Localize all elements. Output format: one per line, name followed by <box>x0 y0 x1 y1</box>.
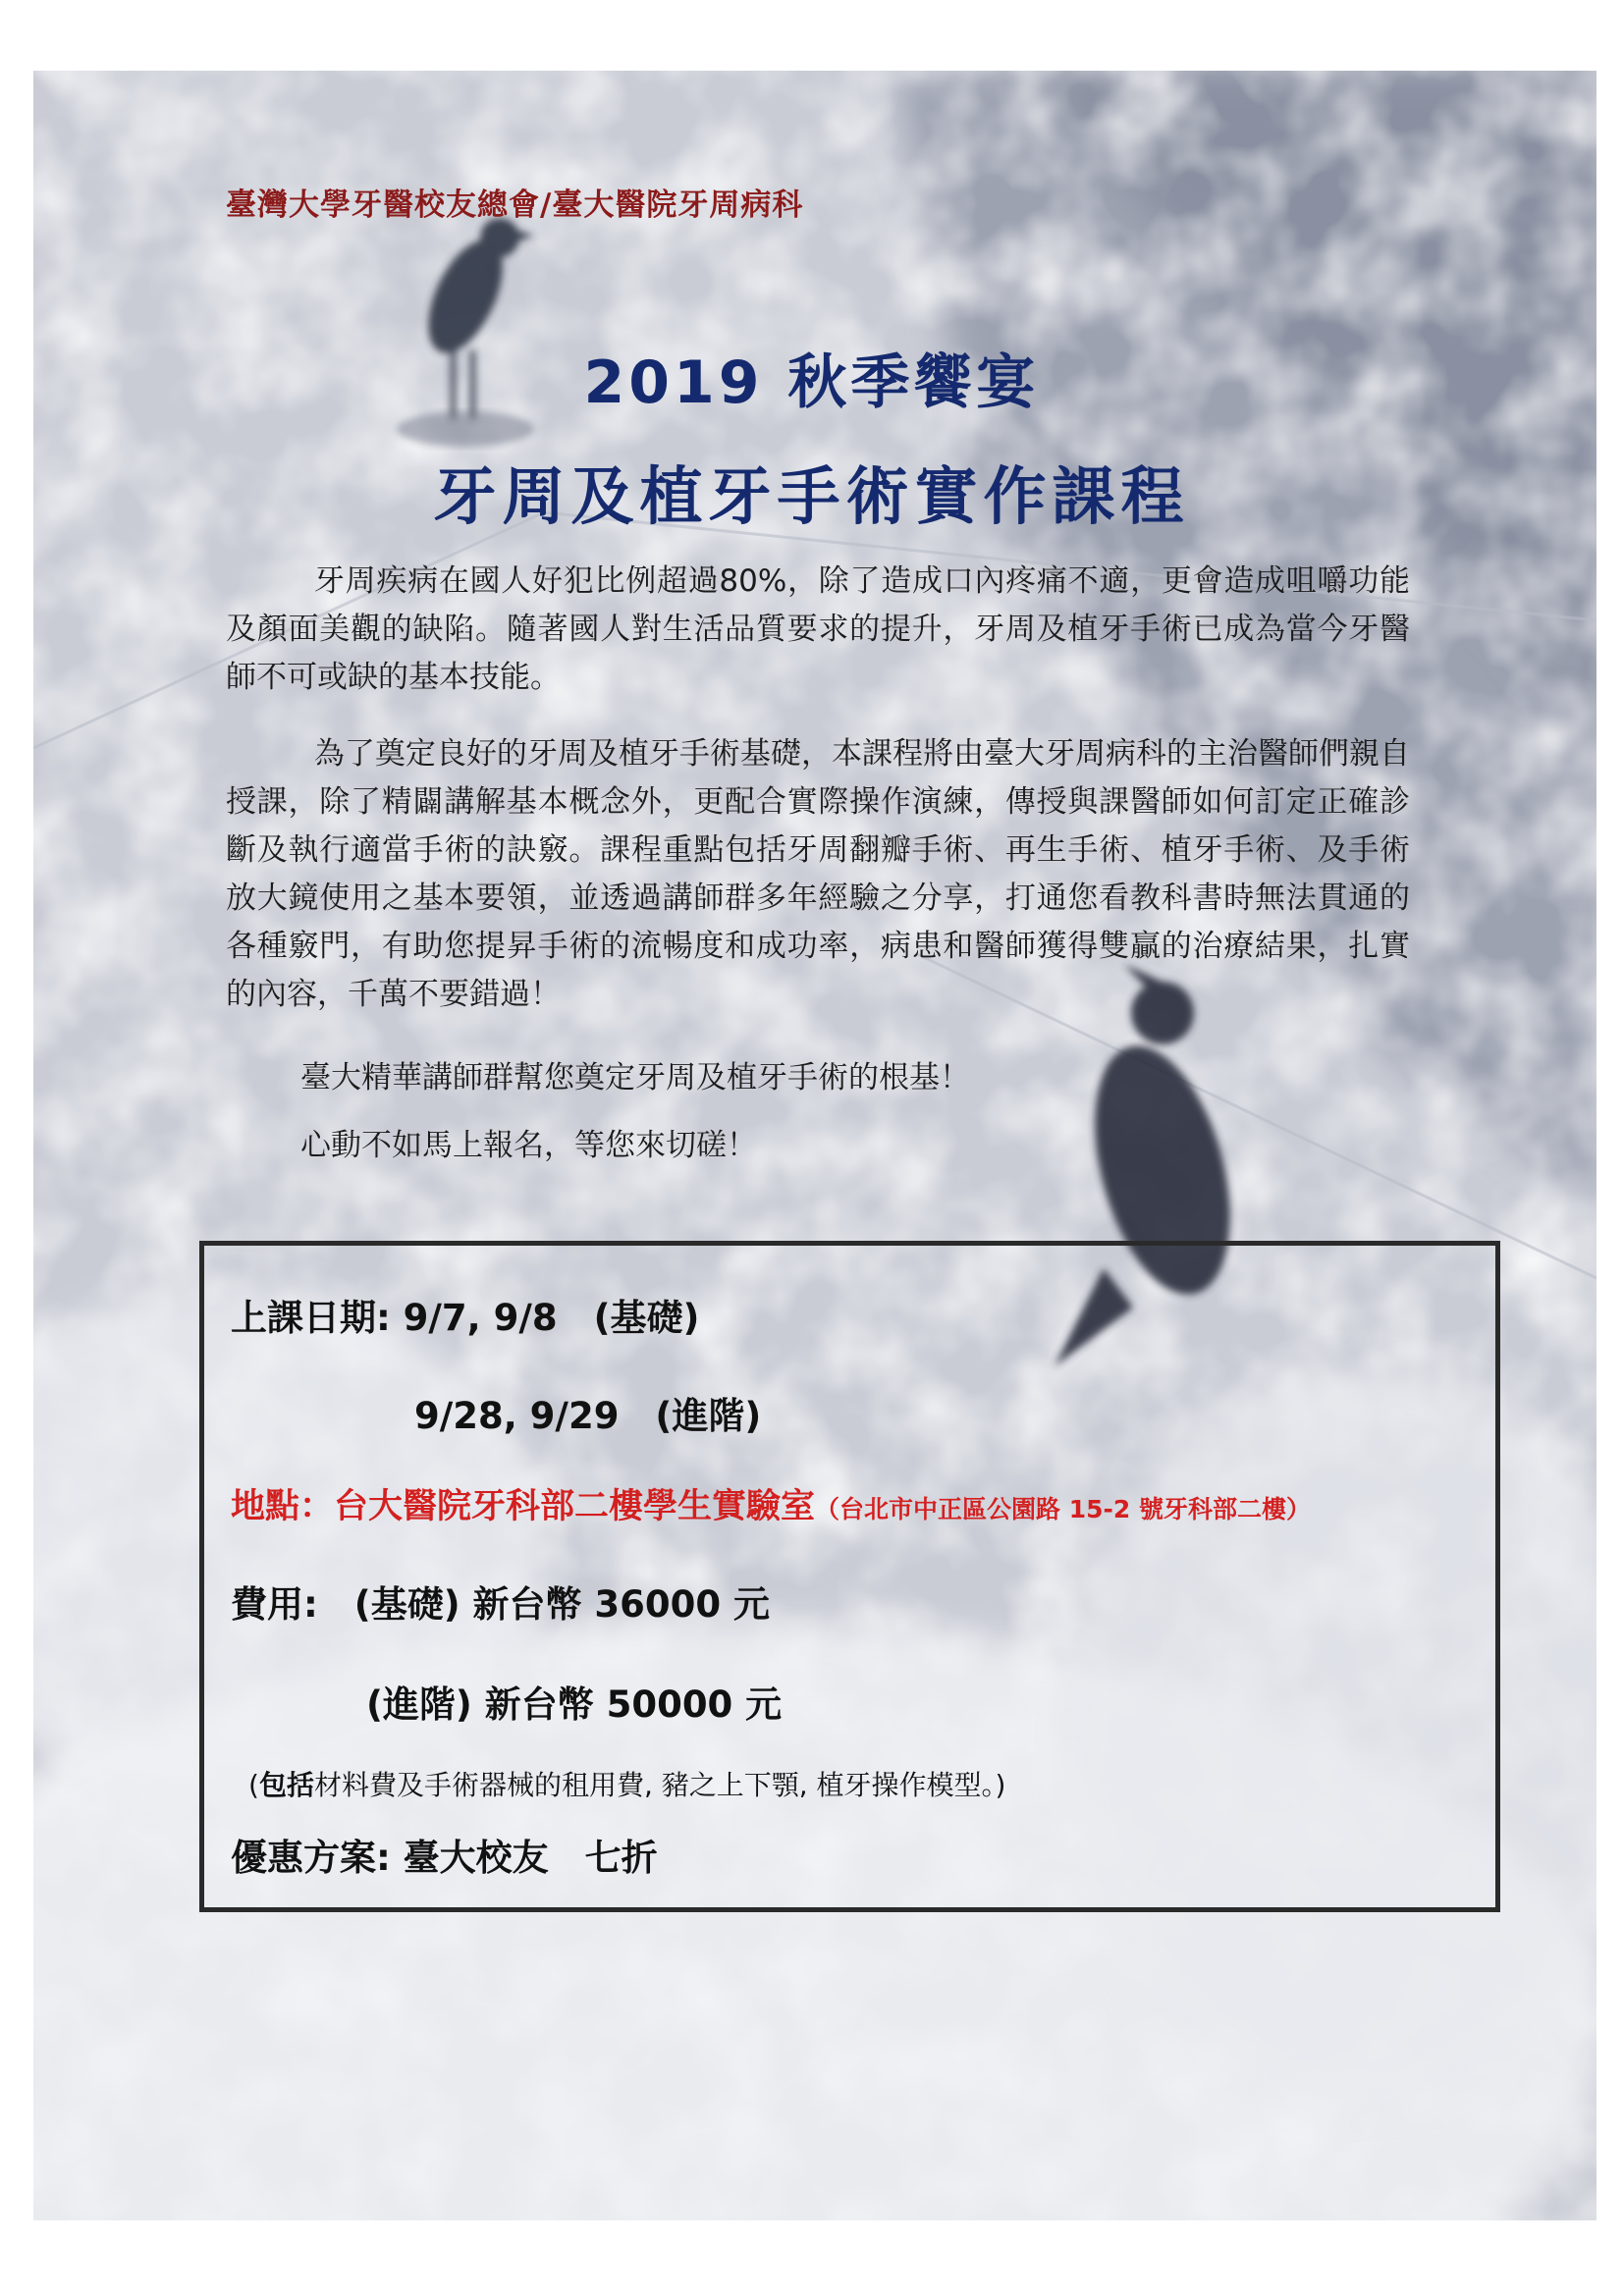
course-date-advanced: 9/28, 9/29 (進階) <box>414 1395 762 1437</box>
fee-basic: 費用: (基礎) 新台幣 36000 元 <box>231 1583 770 1626</box>
discount-plan: 優惠方案: 臺大校友 七折 <box>231 1837 658 1879</box>
location-address: （台北市中正區公園路 15-2 號牙科部二樓） <box>815 1495 1311 1523</box>
slogan-line-2: 心動不如馬上報名，等您來切磋！ <box>300 1128 757 1163</box>
fee-note <box>248 1764 1005 1803</box>
slogan-line-1: 臺大精華講師群幫您奠定牙周及植牙手術的根基！ <box>300 1060 970 1095</box>
fee-advanced: (進階) 新台幣 50000 元 <box>366 1683 783 1726</box>
note-open: ( <box>248 1769 259 1801</box>
course-info-box <box>199 1241 1500 1912</box>
course-date-basic: 上課日期: 9/7, 9/8 (基礎) <box>231 1297 700 1339</box>
title-line-1: 2019 秋季饗宴 <box>583 348 1040 417</box>
organizer-heading: 臺灣大學牙醫校友總會/臺大醫院牙周病科 <box>226 187 804 223</box>
note-rest: 材料費及手術器械的租用費, 豬之上下顎, 植牙操作模型。) <box>313 1769 1006 1801</box>
location-name: 地點：台大醫院牙科部二樓學生實驗室 <box>231 1487 816 1526</box>
title-line-2: 牙周及植牙手術實作課程 <box>433 461 1190 534</box>
intro-paragraph-2: 為了奠定良好的牙周及植牙手術基礎，本課程將由臺大牙周病科的主治醫師們親自授課，除了精闢講解基本概念外，更配合實際操作演練，傳授與課醫師如何訂定正確診斷及執行適當手術的訣竅。課程重點包括牙周翻瓣手術、再生手術、植牙手術、及手術放大鏡使用之基本要領，並透過講師群多年經驗之分享，打通您看教科書時無法貫通的各種竅門，有助您提昇手術的流暢度和成功率，病患和醫師獲得雙贏的治療結果，扎實的內容，千萬不要錯過！ <box>226 736 1410 1012</box>
course-location <box>231 1479 1311 1528</box>
intro-paragraph-1: 牙周疾病在國人好犯比例超過80%，除了造成口內疼痛不適，更會造成咀嚼功能及顏面美觀的缺陷。隨著國人對生活品質要求的提升，牙周及植牙手術已成為當今牙醫師不可或缺的基本技能。 <box>226 563 1410 695</box>
note-bold: 包括 <box>258 1769 314 1801</box>
